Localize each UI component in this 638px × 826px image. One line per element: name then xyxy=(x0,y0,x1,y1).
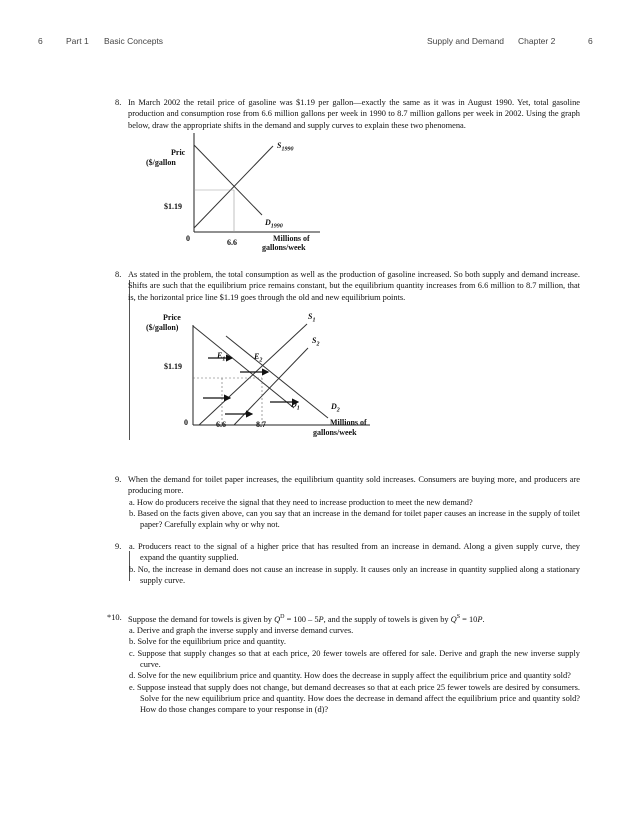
chapter-title: Supply and Demand xyxy=(427,36,505,46)
price-tick: $1.19 xyxy=(164,202,182,211)
demand-curve-d2 xyxy=(226,336,328,418)
question-part-b: b. Solve for the equilibrium price and quantity. xyxy=(129,637,286,647)
chapter-label: Chapter 2 xyxy=(518,36,556,46)
part-title: Basic Concepts xyxy=(104,36,164,46)
s2-label: $S_2$ xyxy=(312,336,320,348)
demand-label: $D_{1990}$ xyxy=(265,218,283,230)
e1-label: $E_1$ xyxy=(217,351,226,363)
question-number: *10. xyxy=(107,613,122,622)
answer-number: 8. xyxy=(115,270,122,279)
y-axis-label: Pric xyxy=(171,148,186,157)
e2-label: $E_2$ xyxy=(254,352,263,364)
y-axis-label: Price xyxy=(163,313,181,322)
x-axis-unit: gallons/week xyxy=(262,243,306,252)
supply-label: $S_{1990}$ xyxy=(277,141,294,153)
y-axis-unit: ($/gallon) xyxy=(146,323,179,332)
x-axis-label: Millions of xyxy=(273,234,310,243)
question-text: Suppose the demand for towels is given by $Q^D = 100 - 5P$, and the supply of towels is given by $Q^S = 10P$. xyxy=(128,614,485,624)
origin-label: 0 xyxy=(184,418,188,427)
part-label: Part 1 xyxy=(66,36,89,46)
question-10 xyxy=(107,612,580,715)
x-axis-label: Millions of xyxy=(330,418,367,427)
question-part-d: d. Solve for the new equilibrium price and quantity. How does the decrease in supply affect the equilibrium price and quantity sold? xyxy=(129,671,571,681)
answer-part-a: a. Producers react to the signal of a higher price that has resulted from an increase in demand. Along a given supply curve, they expand the quantity supplied. xyxy=(129,542,580,563)
y-axis-unit: ($/gallon xyxy=(146,158,176,167)
question-part-e: e. Suppose instead that supply does not change, but demand decreases so that at each price 25 fewer towels are desired by consumers. Solve for the new equilibrium price and quantity. How does the decrease in demand affect the equilibrium price and quantity sold? How do those changes compare to your response in (d)? xyxy=(129,682,580,715)
answer-number: 9. xyxy=(115,542,122,551)
question-text: When the demand for toilet paper increases, the equilibrium quantity sold increases. Consumers are buying more, and producers are producing more. xyxy=(128,475,580,496)
answer-9 xyxy=(115,541,580,586)
question-part-a: a. How do producers receive the signal that they need to increase production to meet the new demand? xyxy=(129,497,473,507)
question-part-b: b. Based on the facts given above, can you say that an increase in the demand for toilet paper causes an increase in the supply of toilet paper? Carefully explain why or why not. xyxy=(129,508,580,530)
quantity-tick: 6.6 xyxy=(227,238,237,247)
answer-text: As stated in the problem, the total consumption as well as the production of gasoline increased. So both supply and demand increase. Shifts are such that the equilibrium price remains constant, but the equilibrium quantity increases from 6.6 million to 8.7 million, that is, the horizontal price line $1.19 goes through the old and new equilibrium points. xyxy=(128,270,580,302)
page-number-right: 6 xyxy=(588,36,593,46)
d1-label: $D_1$ xyxy=(291,400,300,412)
question-part-c: c. Suppose that supply changes so that at each price, 20 fewer towels are offered for sale. Derive and graph the new inverse supply curve. xyxy=(129,648,580,669)
s1-label: $S_1$ xyxy=(308,312,316,324)
demand-curve-d1 xyxy=(193,326,294,408)
price-tick: $1.19 xyxy=(164,362,182,371)
quantity-tick-q2: 8.7 xyxy=(256,420,266,429)
question-number: 9. xyxy=(115,475,122,484)
answer-part-b: b. No, the increase in demand does not cause an increase in supply. It causes only an increase in quantity supplied along a stationary supply curve. xyxy=(129,564,580,585)
question-text: In March 2002 the retail price of gasoline was $1.19 per gallon—exactly the same as it was in August 1990. Yet, total gasoline production and consumption rose from 6.6 million gallons per week in 1990 to 8.7 million gallons per week in 2002. Using the graph below, draw the appropriate shifts in the demand and supply curves to explain these two phenomena. xyxy=(128,98,580,130)
question-part-a: a. Derive and graph the inverse supply and inverse demand curves. xyxy=(129,626,354,636)
quantity-tick-q1: 6.6 xyxy=(216,420,226,429)
d2-label: $D_2$ xyxy=(331,402,340,414)
x-axis-unit: gallons/week xyxy=(313,428,357,437)
question-9 xyxy=(115,474,580,530)
page-number-left: 6 xyxy=(38,36,43,46)
origin-label: 0 xyxy=(186,234,190,243)
question-number: 8. xyxy=(115,98,122,107)
